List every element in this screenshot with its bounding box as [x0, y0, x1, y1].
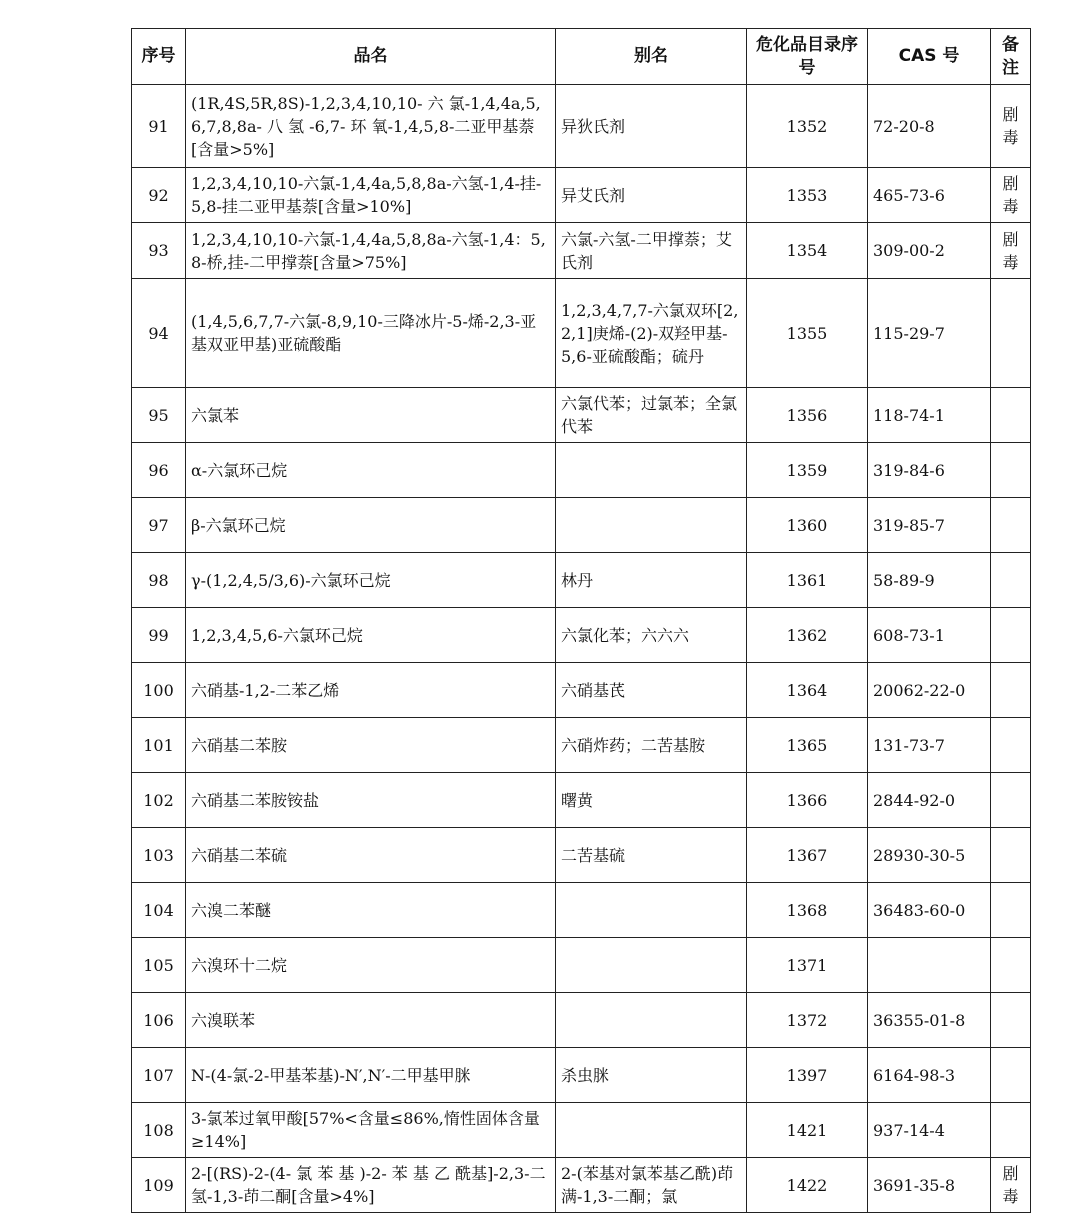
header-no: 序号	[132, 29, 186, 85]
header-alias: 别名	[556, 29, 747, 85]
row-number: 96	[132, 443, 186, 498]
row-number: 100	[132, 663, 186, 718]
cas-number: 28930-30-5	[868, 828, 991, 883]
table-row	[132, 773, 1031, 828]
remark	[991, 883, 1031, 938]
table-row	[132, 443, 1031, 498]
product-name: β-六氯环己烷	[186, 498, 556, 553]
product-name: 六氯苯	[186, 388, 556, 443]
table-row	[132, 223, 1031, 279]
catalog-number: 1422	[747, 1158, 868, 1213]
remark	[991, 443, 1031, 498]
table-row	[132, 938, 1031, 993]
remark	[991, 608, 1031, 663]
catalog-number: 1366	[747, 773, 868, 828]
table-row	[132, 553, 1031, 608]
product-name: 1,2,3,4,10,10-六氯-1,4,4a,5,8,8a-六氢-1,4-挂-5,8-挂二亚甲基萘[含量>10%]	[186, 168, 556, 223]
product-name: 六硝基二苯胺铵盐	[186, 773, 556, 828]
cas-number: 937-14-4	[868, 1103, 991, 1158]
product-name: 2-[(RS)-2-(4- 氯 苯 基 )-2- 苯 基 乙 酰基]-2,3-二氢-1,3-茚二酮[含量>4%]	[186, 1158, 556, 1213]
catalog-number: 1371	[747, 938, 868, 993]
remark	[991, 498, 1031, 553]
product-name: 六溴二苯醚	[186, 883, 556, 938]
product-name: 1,2,3,4,10,10-六氯-1,4,4a,5,8,8a-六氢-1,4：5,8-桥,挂-二甲撑萘[含量>75%]	[186, 223, 556, 279]
row-number: 102	[132, 773, 186, 828]
product-name: (1,4,5,6,7,7-六氯-8,9,10-三降冰片-5-烯-2,3-亚基双亚甲基)亚硫酸酯	[186, 279, 556, 388]
row-number: 97	[132, 498, 186, 553]
table-row	[132, 718, 1031, 773]
cas-number: 58-89-9	[868, 553, 991, 608]
alias-name: 2-(苯基对氯苯基乙酰)茚满-1,3-二酮；氯	[556, 1158, 747, 1213]
product-name: γ-(1,2,4,5/3,6)-六氯环己烷	[186, 553, 556, 608]
cas-number: 309-00-2	[868, 223, 991, 279]
remark	[991, 279, 1031, 388]
header-note: 备注	[991, 29, 1031, 85]
table-row	[132, 168, 1031, 223]
cas-number: 115-29-7	[868, 279, 991, 388]
row-number: 106	[132, 993, 186, 1048]
catalog-number: 1355	[747, 279, 868, 388]
row-number: 103	[132, 828, 186, 883]
header-row	[132, 29, 1031, 85]
chemical-table	[131, 28, 1031, 1213]
alias-name	[556, 938, 747, 993]
remark	[991, 828, 1031, 883]
alias-name: 六氯-六氢-二甲撑萘；艾氏剂	[556, 223, 747, 279]
product-name: 六溴联苯	[186, 993, 556, 1048]
alias-name: 异艾氏剂	[556, 168, 747, 223]
table-row	[132, 388, 1031, 443]
alias-name: 六硝炸药；二苦基胺	[556, 718, 747, 773]
cas-number: 465-73-6	[868, 168, 991, 223]
cas-number: 319-84-6	[868, 443, 991, 498]
row-number: 107	[132, 1048, 186, 1103]
catalog-number: 1368	[747, 883, 868, 938]
row-number: 104	[132, 883, 186, 938]
remark	[991, 1048, 1031, 1103]
remark	[991, 993, 1031, 1048]
catalog-number: 1360	[747, 498, 868, 553]
cas-number: 118-74-1	[868, 388, 991, 443]
row-number: 99	[132, 608, 186, 663]
cas-number: 6164-98-3	[868, 1048, 991, 1103]
product-name: 六硝基-1,2-二苯乙烯	[186, 663, 556, 718]
remark	[991, 553, 1031, 608]
catalog-number: 1372	[747, 993, 868, 1048]
alias-name	[556, 1103, 747, 1158]
header-name: 品名	[186, 29, 556, 85]
cas-number: 36355-01-8	[868, 993, 991, 1048]
row-number: 91	[132, 85, 186, 168]
catalog-number: 1421	[747, 1103, 868, 1158]
row-number: 109	[132, 1158, 186, 1213]
table-row	[132, 279, 1031, 388]
remark	[991, 938, 1031, 993]
catalog-number: 1362	[747, 608, 868, 663]
alias-name: 曙黄	[556, 773, 747, 828]
remark	[991, 718, 1031, 773]
table-row	[132, 663, 1031, 718]
catalog-number: 1367	[747, 828, 868, 883]
cas-number: 2844-92-0	[868, 773, 991, 828]
table-row	[132, 1158, 1031, 1213]
table-row	[132, 1048, 1031, 1103]
alias-name: 杀虫脒	[556, 1048, 747, 1103]
table-row	[132, 993, 1031, 1048]
product-name: 六溴环十二烷	[186, 938, 556, 993]
alias-name	[556, 993, 747, 1048]
remark: 剧毒	[991, 168, 1031, 223]
catalog-number: 1361	[747, 553, 868, 608]
row-number: 93	[132, 223, 186, 279]
catalog-number: 1397	[747, 1048, 868, 1103]
table-row	[132, 498, 1031, 553]
product-name: 1,2,3,4,5,6-六氯环己烷	[186, 608, 556, 663]
table-row	[132, 1103, 1031, 1158]
alias-name: 六氯化苯；六六六	[556, 608, 747, 663]
alias-name: 异狄氏剂	[556, 85, 747, 168]
cas-number	[868, 938, 991, 993]
table-row	[132, 608, 1031, 663]
remark	[991, 1103, 1031, 1158]
product-name: 六硝基二苯胺	[186, 718, 556, 773]
catalog-number: 1356	[747, 388, 868, 443]
alias-name: 林丹	[556, 553, 747, 608]
catalog-number: 1365	[747, 718, 868, 773]
remark: 剧毒	[991, 1158, 1031, 1213]
cas-number: 319-85-7	[868, 498, 991, 553]
product-name: (1R,4S,5R,8S)-1,2,3,4,10,10- 六 氯-1,4,4a,5,6,7,8,8a- 八 氢 -6,7- 环 氧-1,4,5,8-二亚甲基萘[含量>5%]	[186, 85, 556, 168]
catalog-number: 1354	[747, 223, 868, 279]
cas-number: 72-20-8	[868, 85, 991, 168]
table-row	[132, 883, 1031, 938]
remark	[991, 663, 1031, 718]
alias-name: 1,2,3,4,7,7-六氯双环[2,2,1]庚烯-(2)-双羟甲基-5,6-亚硫酸酯；硫丹	[556, 279, 747, 388]
header-cas: CAS 号	[868, 29, 991, 85]
row-number: 108	[132, 1103, 186, 1158]
product-name: 六硝基二苯硫	[186, 828, 556, 883]
product-name: 3-氯苯过氧甲酸[57%<含量≤86%,惰性固体含量≥14%]	[186, 1103, 556, 1158]
product-name: α-六氯环己烷	[186, 443, 556, 498]
remark	[991, 388, 1031, 443]
catalog-number: 1353	[747, 168, 868, 223]
cas-number: 20062-22-0	[868, 663, 991, 718]
cas-number: 608-73-1	[868, 608, 991, 663]
cas-number: 131-73-7	[868, 718, 991, 773]
alias-name: 六氯代苯；过氯苯；全氯代苯	[556, 388, 747, 443]
catalog-number: 1359	[747, 443, 868, 498]
row-number: 94	[132, 279, 186, 388]
remark: 剧毒	[991, 223, 1031, 279]
alias-name: 六硝基芪	[556, 663, 747, 718]
row-number: 92	[132, 168, 186, 223]
remark: 剧毒	[991, 85, 1031, 168]
header-catalog-no: 危化品目录序号	[747, 29, 868, 85]
alias-name: 二苦基硫	[556, 828, 747, 883]
table-row	[132, 828, 1031, 883]
alias-name	[556, 498, 747, 553]
row-number: 98	[132, 553, 186, 608]
row-number: 95	[132, 388, 186, 443]
cas-number: 36483-60-0	[868, 883, 991, 938]
remark	[991, 773, 1031, 828]
product-name: N-(4-氯-2-甲基苯基)-N′,N′-二甲基甲脒	[186, 1048, 556, 1103]
alias-name	[556, 883, 747, 938]
table-row	[132, 85, 1031, 168]
row-number: 105	[132, 938, 186, 993]
alias-name	[556, 443, 747, 498]
catalog-number: 1364	[747, 663, 868, 718]
cas-number: 3691-35-8	[868, 1158, 991, 1213]
row-number: 101	[132, 718, 186, 773]
catalog-number: 1352	[747, 85, 868, 168]
